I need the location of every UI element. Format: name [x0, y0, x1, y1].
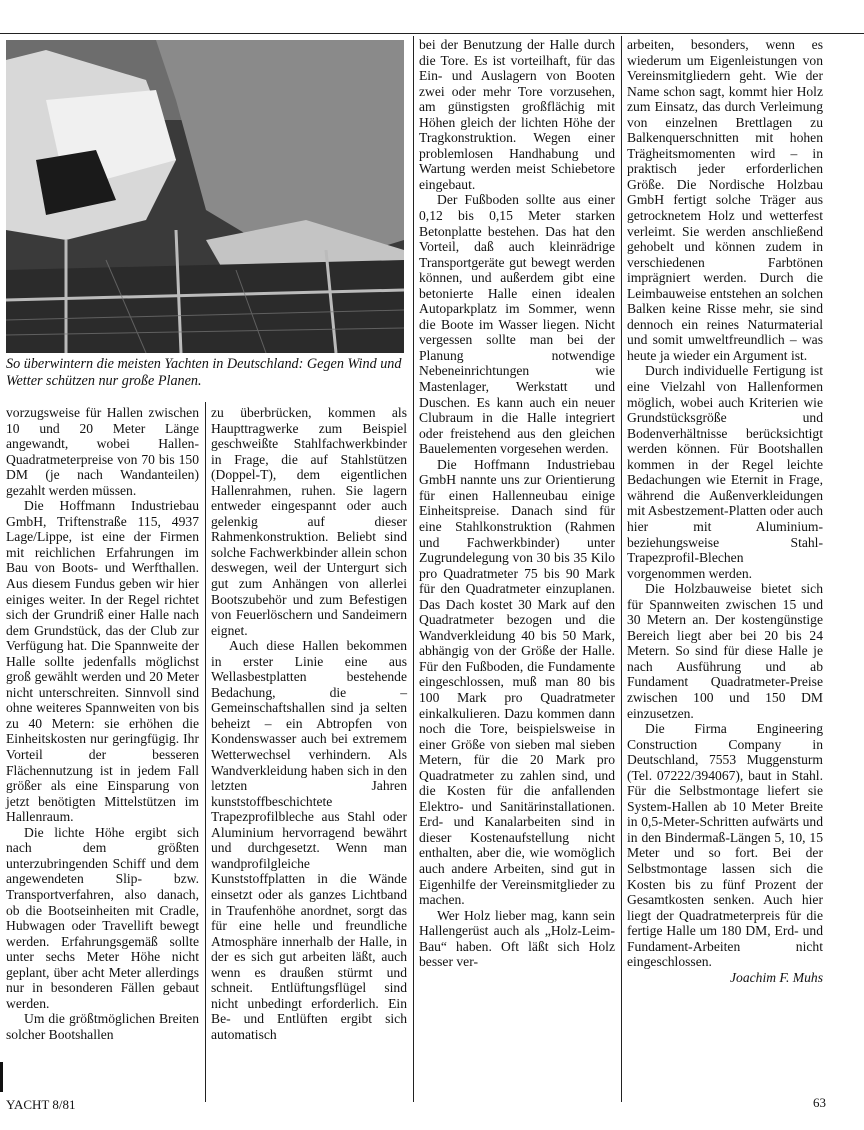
paragraph: Um die größtmöglichen Breiten solcher Bootshallen — [6, 1011, 199, 1042]
text-column-3 — [419, 37, 615, 970]
paragraph: Die lichte Höhe ergibt sich nach dem größten unterzubringenden Schiff und dem angewendeten Slip- bzw. Transportverfahren, also danach, ob die Bootseinheiten mit Cradle, Hubwagen oder Travellift bewegt werden. Erfahrungsgemäß sollte unter sechs Meter Höhe nicht geplant, über acht Meter allerdings nur in besonderen Fällen gebaut werden. — [6, 824, 199, 1011]
paragraph: zu überbrücken, kommen als Haupttragwerke zum Beispiel geschweißte Stahlfachwerkbinder in Frage, die auf Stahlstützen (Doppel-T), dem eigentlichen Hallenrahmen, ruhen. Sie lagern entweder eingespannt oder auch gelenkig auf dieser Rahmenkonstruktion. Beliebt sind solche Fachwerkbinder allein schon deswegen, weil der Untergurt sich gut zum Anhängen von allerlei Bootszubehör und zum Befestigen von Feuerlöschern und Sandeimern eignet. — [211, 405, 407, 638]
text-column-2 — [211, 405, 407, 1042]
column-divider — [621, 36, 622, 1102]
margin-mark — [0, 1062, 3, 1092]
paragraph: Die Holzbauweise bietet sich für Spannweiten zwischen 15 und 30 Metern an. Der kostengünstige Bereich liegt aber bei 20 bis 24 Metern. So sind für diese Halle je nach Ausführung und ab Fundament Quadratmeter-Preise zwischen 100 und 150 DM einzusetzen. — [627, 581, 823, 721]
page-number: 63 — [813, 1095, 826, 1110]
top-rule — [0, 33, 864, 34]
yacht-photo — [6, 40, 404, 353]
paragraph: arbeiten, besonders, wenn es wiederum um Eigenleistungen von Vereinsmitgliedern geht. Wie der Name schon sagt, kommt hier Holz zum Einsatz, das durch Verleimung von einzelnen Brettlagen zu Balkenquerschnitten mit hohen Trägheitsmomenten wird – in praktisch jeder erforderlichen Größe. Die Nordische Holzbau GmbH fertigt solche Träger aus getrocknetem Holz und wetterfest verleimt. Sie werden anschließend gehobelt und können zudem in verschiedenen Farbtönen imprägniert werden. Durch die Leimbauweise entstehen an solchen Balken keine Risse mehr, sie sind dennoch ein reines Naturmaterial und somit umweltfreundlich – was heute ja wieder ein Argument ist. — [627, 37, 823, 363]
paragraph: Auch diese Hallen bekommen in erster Linie eine aus Wellasbestplatten bestehende Bedachung, die – Gemeinschaftshallen sind ja selten beheizt – ein Abtropfen von Kondenswasser auch bei extremem Wetterwechsel verhindern. Als Wandverkleidung haben sich in den letzten Jahren kunststoffbeschichtete Trapezprofilbleche aus Stahl oder Aluminium hervorragend bewährt und durchgesetzt. Wenn man wandprofilgleiche Kunststoffplatten in die Wände einsetzt oder als ganzes Lichtband in Traufenhöhe anordnet, sorgt das für eine helle und freundliche Atmosphäre innerhalb der Halle, in der es sich gut arbeiten läßt, auch wenn es draußen stürmt und schneit. Entlüftungsflügel sind nicht unbedingt erforderlich. Ein Be- und Entlüften ergibt sich automatisch — [211, 638, 407, 1042]
magazine-issue: YACHT 8/81 — [6, 1097, 76, 1112]
paragraph: Die Hoffmann Industriebau GmbH, Triftenstraße 115, 4937 Lage/Lippe, ist eine der Firmen mit reichlichen Erfahrungen im Bau von Boots- und Werfthallen. Aus diesem Fundus geben wir hier einiges weiter. In der Regel richtet sich der Grundriß einer Halle nach dem Grundstück, das der Club zur Verfügung hat. Die Spannweite der Halle sollte jedenfalls möglichst groß gewählt werden und 20 Meter nicht unterschreiten. Sinnvoll sind ohne weiteres Spannweiten von bis zu 40 Metern: sie erhöhen die Einheitskosten nur geringfügig. Ihr Vorteil der besseren Flächennutzung ist in jedem Fall größer als eine Einsparung von jetzt benötigten Mittelstützen im Hallenraum. — [6, 498, 199, 825]
column-divider — [205, 402, 206, 1102]
paragraph: bei der Benutzung der Halle durch die Tore. Es ist vorteilhaft, für das Ein- und Auslagern von Booten zwei oder mehr Tore vorzusehen, am günstigsten großflächig mit Höhen gleich der lichten Höhe der Tragkonstruktion. Wegen einer problemlosen Handhabung und Wartung werden meist Schiebetore eingebaut. — [419, 37, 615, 192]
paragraph: Die Firma Engineering Construction Company in Deutschland, 7553 Muggensturm (Tel. 07222/394067), baut in Stahl. Für die Selbstmontage liefert sie System-Hallen ab 10 Meter Breite in 0,5-Meter-Schritten aufwärts und in den Bindermaß-Längen 5, 10, 15 Meter und so fort. Bei der Selbstmontage lassen sich die Kosten bis zu fünf Prozent der Gesamtkosten senken. Auch hier liegt der Quadratmeterpreis für die fertige Halle um 180 DM, Erd- und Fundament-Arbeiten nicht eingeschlossen. — [627, 721, 823, 970]
text-column-4 — [627, 37, 823, 985]
paragraph: Der Fußboden sollte aus einer 0,12 bis 0,15 Meter starken Betonplatte bestehen. Das hat den Vorteil, daß auch kleinrädrige Transportgeräte gut bewegt werden können, und außerdem gibt eine betonierte Halle einen idealen Autoparkplatz im Sommer, wenn die Boote im Wasser liegen. Nicht vergessen sollte man bei der Planung notwendige Nebeneinrichtungen wie Mastenlager, Werkstatt und Duschen. Es kann auch ein neuer Clubraum in die Halle integriert oder freistehend aus den gleichen Bauelementen vorgesehen werden. — [419, 192, 615, 457]
photo-caption: So überwintern die meisten Yachten in Deutschland: Gegen Wind und Wetter schützen nur große Planen. — [6, 356, 402, 389]
paragraph: vorzugsweise für Hallen zwischen 10 und 20 Meter Länge angewandt, wobei Hallen-Quadratmeterpreise von 70 bis 150 DM (je nach Wandanteilen) gezahlt werden müssen. — [6, 405, 199, 498]
author-signature: Joachim F. Muhs — [729, 969, 823, 985]
paragraph: Wer Holz lieber mag, kann sein Hallengerüst auch als „Holz-Leim-Bau“ haben. Oft läßt sich Holz besser ver- — [419, 907, 615, 970]
paragraph: Die Hoffmann Industriebau GmbH nannte uns zur Orientierung für einen Hallenneubau einige Einheitspreise. Danach sind für eine Stahlkonstruktion (Rahmen und Fachwerkbinder) unter Zugrundelegung von 30 bis 35 Kilo pro Quadratmeter 75 bis 90 Mark für den Quadratmeter einzuplanen. Das Dach kostet 30 Mark auf den Quadratmeter bezogen und die Wandverkleidung 40 bis 50 Mark, abhängig von der Größe der Halle. Für den Fußboden, die Fundamente eingeschlossen, muß man 80 bis 100 Mark pro Quadratmeter einkalkulieren. Dazu kommen dann noch die Tore, beispielsweise in einer Größe von sieben mal sieben Metern, für die 20 Mark pro Quadratmeter zu zahlen sind, und die Kosten für die anfallenden Elektro- und Sanitärinstallationen. Erd- und Kanalarbeiten sind in dieser Kostenaufstellung nicht enthalten, aber die, wie womöglich auch andere Arbeiten, sind gut in Eigenhilfe der Vereinsmitglieder zu machen. — [419, 456, 615, 908]
text-column-1 — [6, 405, 199, 1042]
winter-yachts-image — [6, 40, 404, 353]
column-divider — [413, 36, 414, 1102]
paragraph: Durch individuelle Fertigung ist eine Vielzahl von Hallenformen möglich, wobei auch Kriterien wie Grundstücksgröße und Bodenverhältnisse berücksichtigt werden können. Für Bootshallen kommen in der Regel leichte Bedachungen wie Eternit in Frage, während die Außenverkleidungen mit Asbestzement-Platten oder auch hier mit Aluminium- beziehungsweise Stahl-Trapezprofil-Blechen vorgenommen werden. — [627, 363, 823, 581]
